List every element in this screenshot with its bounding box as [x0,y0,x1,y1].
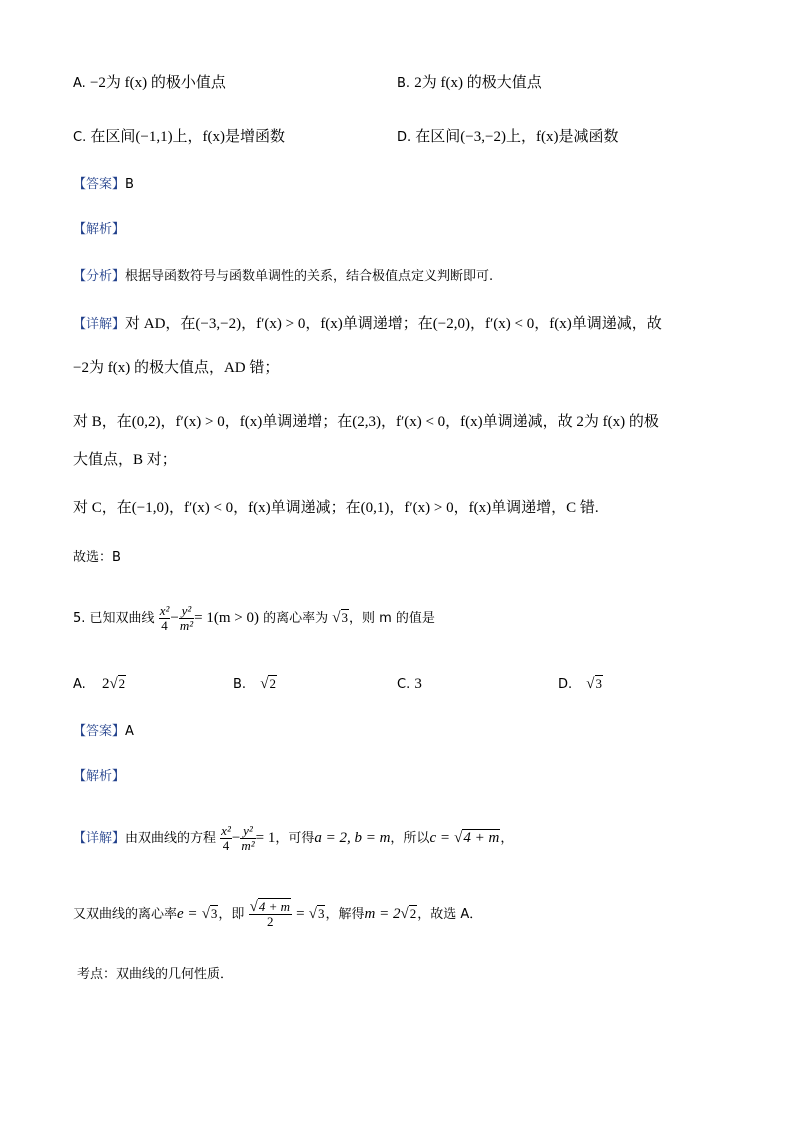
fraction-y2-over-m2: $\frac{\text{y²}}{\text{m²}}$ [241,823,255,853]
q4-option-a [73,73,226,94]
option-text: 在区间(−1,1)上，f(x)是增函数 [90,129,286,145]
q4-analysis-tag [73,220,125,240]
analysis-tag: 【解析】 [73,222,126,237]
detail-text: 对 B，在(0,2)，f′(x) > 0，f(x)单调递增；在(2,3)，f′(x) < 0，f(x)单调递减，故 2为 f(x) 的极 [73,414,659,430]
q5-detail-line-1: 【详解】由双曲线的方程 $\frac{\text{x²}}{4}$ − $\frac{\text{y²}}{\text{m²}}$ = 1，可得a = 2, b = m，所以c = √4 + m， [73,818,513,859]
option-label: C. [397,677,411,692]
detail-text: 大值点，B 对； [73,452,177,468]
detail-text: 对 C，在(−1,0)，f′(x) < 0，f(x)单调递减；在(0,1)，f′(x) > 0，f(x)单调递增，C 错. [73,500,599,516]
fraction-x2-over-4: $\frac{\text{x²}}{4}$ [159,603,170,633]
q5-option-d [558,674,603,695]
q4-detail-line-4 [73,450,177,471]
sqrt-3: √3 [308,906,325,922]
kaodian-text: 考点：双曲线的几何性质． [77,967,234,982]
option-label: B. [397,76,411,91]
fraction-sqrt-over-2: $\frac{√4 + m}{2}$ [249,899,290,929]
q5-answer [73,722,134,742]
q4-detail-line-1 [73,314,662,335]
q4-conclusion [73,548,121,568]
sqrt-3: √3 [201,906,218,922]
analysis-tag: 【解析】 [73,769,126,784]
q5-kaodian [77,965,233,985]
sqrt-3: √3 [586,676,603,692]
q4-option-c [73,127,285,148]
fenxi-tag: 【分析】 [73,269,126,284]
detail-text: 对 AD，在(−3,−2)，f′(x) > 0，f(x)单调递增；在(−2,0)，f′(x) < 0，f(x)单调递减，故 [125,316,662,332]
question-number: 5. [73,611,86,626]
q5-analysis-tag [73,767,125,787]
option-text: −2为 f(x) 的极小值点 [89,75,226,91]
fraction-y2-over-m2: $\frac{\text{y²}}{\text{m²}}$ [179,603,194,633]
sqrt-2: √2 [260,676,276,692]
option-label: A. [73,677,86,692]
detail-tag: 【详解】 [73,831,126,846]
fraction-x2-over-4: $\frac{\text{x²}}{4}$ [221,823,231,853]
answer-value: A [125,724,134,739]
option-text: 在区间(−3,−2)上，f(x)是减函数 [415,129,619,145]
option-label: D. [558,677,573,692]
q4-detail-line-3 [73,412,659,433]
sqrt-3: √3 [332,610,348,626]
q4-detail-line-5 [73,498,599,519]
fenxi-text: 根据导函数符号与函数单调性的关系，结合极值点定义判断即可. [125,269,494,284]
answer-value: B [125,177,134,192]
option-label: A. [73,76,86,91]
stem-pre: 已知双曲线 [89,611,155,626]
option-label: C. [73,130,87,145]
q5-stem: 5. 已知双曲线 $\frac{\text{x²}}{4}$ − $\frac{\text{y²}}{\text{m²}}$ = 1(m > 0) 的离心率为 √3，则 m 的值是 [73,598,435,639]
option-label: B. [233,677,247,692]
detail-tag: 【详解】 [73,317,126,332]
sqrt-2: √2 [109,676,126,692]
q5-option-b [233,674,277,695]
answer-tag: 【答案】 [73,177,126,192]
q5-detail-line-2: 又双曲线的离心率e = √3，即 $\frac{√4 + m}{2}$ = √3，解得m = 2√2，故选 A． [73,892,482,937]
equation-condition: = 1(m > 0) [194,610,259,626]
stem-post: ，则 m 的值是 [349,611,435,626]
answer-tag: 【答案】 [73,724,126,739]
q4-detail-line-2 [73,358,279,379]
q5-option-a: A. 2√2 [73,676,126,692]
option-text: 2为 f(x) 的极大值点 [414,75,542,91]
q5-option-c: C. 3 [397,676,422,692]
sqrt-4-plus-m: √4 + m [454,830,500,846]
detail-text: −2为 f(x) 的极大值点，AD 错； [73,360,280,376]
q4-answer [73,175,134,195]
sqrt-2: √2 [400,906,417,922]
stem-mid: 的离心率为 [263,611,329,626]
conclusion-text: 故选：B [73,550,121,565]
q4-option-b [397,73,542,94]
option-label: D. [397,130,412,145]
q4-fenxi [73,267,493,287]
q4-option-d [397,127,618,148]
